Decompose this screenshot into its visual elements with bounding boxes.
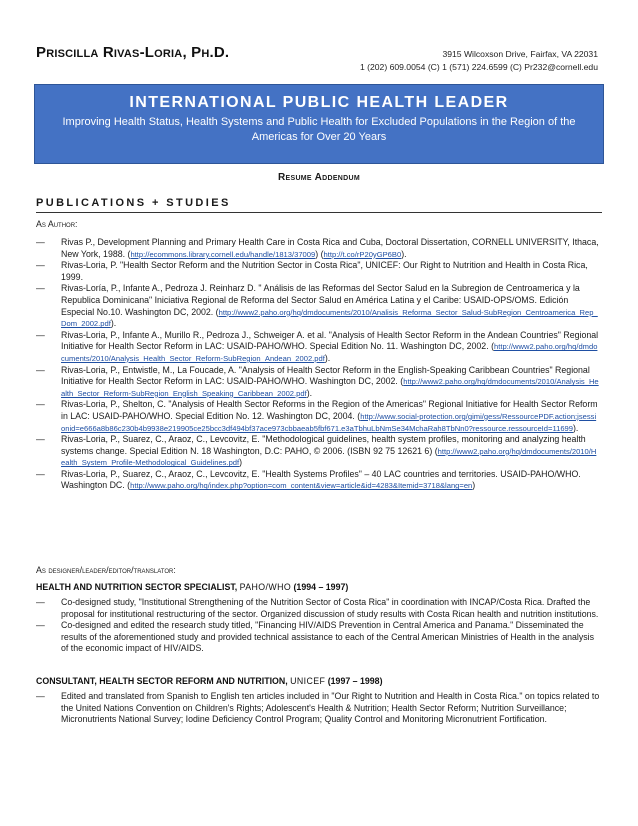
publication-entry: — Rivas-Loria, P. "Health Sector Reform and the Nutrition Sector in Costa Rica", UNICEF: Our Right to Nutrition and Health in Costa Rica, 1999. bbox=[36, 260, 588, 282]
banner-subtitle: Improving Health Status, Health Systems and Public Health for Excluded Populations in the Region of the Americas for Over 20 Years bbox=[62, 116, 576, 143]
contact-phone-email: 1 (202) 609.0054 (C) 1 (571) 224.6599 (C) Pr232@cornell.edu bbox=[359, 62, 598, 72]
as-author-label: As Author: bbox=[36, 219, 78, 229]
publication-link[interactable]: http://www.paho.org/hq/index.php?option=com_content&view=article&id=4283&Itemid=3718&lang=en bbox=[130, 481, 473, 491]
role-heading bbox=[36, 676, 383, 686]
section-title: PUBLICATIONS + STUDIES bbox=[36, 197, 231, 209]
role-task-list bbox=[36, 597, 600, 655]
candidate-name: Priscilla Rivas-Loria, Ph.D. bbox=[36, 44, 230, 61]
publication-entry: — Rivas-Loria, P., Suarez, C., Araoz, C., Levcovitz, E. "Health Systems Profiles" – 40 LAC countries and territories. USAID-PAHO/WHO. Washington DC. (http://www.paho.org/hq/index.php?option=com_content&view=article&id=4283&Itemid=3718&lang=en) bbox=[36, 468, 581, 491]
role-organization: UNICEF bbox=[290, 676, 326, 686]
role-heading bbox=[36, 582, 348, 592]
contact-address: 3915 Wilcoxson Drive, Fairfax, VA 22031 bbox=[442, 49, 598, 59]
headline-banner bbox=[34, 84, 604, 164]
role-title: HEALTH AND NUTRITION SECTOR SPECIALIST, bbox=[36, 582, 240, 592]
publication-link[interactable]: http://www2.paho.org/hq/dmdocuments/2010/Analysis_Health_Sector_Reform-SubRegion_English_Speaking_Caribbean_2002.pdf bbox=[61, 377, 599, 398]
resume-addendum-heading: Resume Addendum bbox=[277, 172, 361, 183]
as-designer-label: As designer/leader/editor/translator: bbox=[36, 565, 176, 575]
role-task-list bbox=[36, 691, 600, 726]
role-years: (1994 – 1997) bbox=[291, 582, 349, 592]
role-task: — Co-designed and edited the research study titled, "Financing HIV/AIDS Prevention in Central America and Panama." Disseminated the results of the aforementioned study and provided technical assistance to each of the Central American Ministries of Health in the analysis of the economic impact of HIV/AIDS. bbox=[36, 620, 594, 654]
role-task: — Edited and translated from Spanish to English ten articles included in "Our Right to Nutrition and Health in Costa Rica." on topics related to the United Nations Convention on Children's Rights; Adolescent's Health & Nutrition; Health Sector Reform; Nutrition Surveillance; Micronutrients National Survey; Iodine Deficiency Control Program; Quality Control and Monitoring Micronutrient Fortification. bbox=[36, 691, 600, 725]
role-organization: PAHO/WHO bbox=[239, 582, 292, 592]
banner-title: INTERNATIONAL PUBLIC HEALTH LEADER bbox=[129, 94, 509, 111]
publication-entry: — Rivas-Loria, P., Suarez, C., Araoz, C., Levcovitz, E. "Methodological guidelines, health system profiles, monitoring and analyzing health systems change. Special Edition N. 18 Washington, D.C: PAHO, © 2006. (ISBN 92 75 12621 6) (http://www2.paho.org/hq/dmdocuments/2010/Health_System_Profile-Methodological_Guidelines.pdf) bbox=[36, 434, 597, 468]
publication-link[interactable]: http://www.social-protection.org/gimi/gess/RessourcePDF.action;jsessionid=e666a8b86c230b4b9938e219905ce25bcc3df494bf37ace973cbbaeab5fbf671.e3aTbhuLbNmSe34MchaRah8TbNn0?ressource.ressourceId=11699 bbox=[61, 411, 597, 433]
publication-entry: — Rivas-Loría, P., Infante A., Pedroza J. Reinharz D. " Análisis de las Reformas del Sector Salud en la Subregion de Centroamerica y la Republica Dominicana" Iniciativa Regional de Reforma del Sector Salud en América Latina y el Caribe: USAID-OPS/OMS. Edición Especial No.10. Washington DC, 2002. (http://www2.paho.org/hq/dmdocuments/2010/Analisis_Reforma_Sector_Salud-SubRegion_Centroamerica_Rep_Dom_2002.pdf). bbox=[36, 283, 598, 329]
publication-link[interactable]: http://www2.paho.org/hq/dmdocuments/2010/Analisis_Reforma_Sector_Salud-SubRegion_Centroamerica_Rep_Dom_2002.pdf bbox=[61, 307, 598, 329]
publication-entry: — Rivas-Loria, P., Shelton, C. "Analysis of Health Sector Reforms in the Region of the Americas" Regional Initiative for Health Sector Reform in LAC: USAID-PAHO/WHO. Special Edition No. 12. Washington DC, 2004. (http://www.social-protection.org/gimi/gess/RessourcePDF.action;jsessionid=e666a8b86c230b4b9938e219905ce25bcc3df494bf37ace973cbbaeab5fbf671.e3aTbhuLbNmSe34MchaRah8TbNn0?ressource.ressourceId=11699). bbox=[36, 399, 598, 433]
publication-short-link[interactable]: http://t.co/rP20yGP6B0 bbox=[323, 249, 402, 259]
publication-entry: — Rivas P., Development Planning and Primary Health Care in Costa Rica and Cuba, Doctoral Dissertation, CORNELL UNIVERSITY, Ithaca, New York, 1988. (http://ecommons.library.cornell.edu/handle/1813/37009) (http://t.co/rP20yGP6B0). bbox=[36, 237, 599, 259]
publication-link[interactable]: http://ecommons.library.cornell.edu/handle/1813/37009 bbox=[130, 249, 316, 259]
role-task: — Co-designed study, "Institutional Strengthening of the Nutrition Sector of Costa Rica" in coordination with INCAP/Costa Rica. Drafted the proposal for institutional restructuring of the sector. Organized discussion of study results with Costa Rican health and nutrition institutions. bbox=[36, 597, 599, 619]
publication-entry: — Rivas-Loria, P., Entwistle, M., La Foucade, A. "Analysis of Health Sector Reform in the English-Speaking Caribbean Countries" Regional Initiative for Health Sector Reform in LAC: USAID-PAHO/WHO. Washington DC, 2002. (http://www2.paho.org/hq/dmdocuments/2010/Analysis_Health_Sector_Reform-SubRegion_English_Speaking_Caribbean_2002.pdf). bbox=[36, 364, 599, 398]
publication-link[interactable]: http://www2.paho.org/hq/dmdocuments/2010/Health_System_Profile-Methodological_Guidelines.pdf bbox=[61, 446, 597, 468]
publication-entry: — Rivas-Loria, P., Infante A., Murillo R., Pedroza J., Schweiger A. et al. "Analysis of Health Sector Reform in the Andean Countries" Regional Initiative for Health Sector Reform in LAC: USAID-PAHO/WHO. Special Edition No. 11. Washington DC, 2002. (http://www2.paho.org/hq/dmdocuments/2010/Analysis_Health_Sector_Reform-SubRegion_Andean_2002.pdf). bbox=[36, 329, 599, 363]
role-title: CONSULTANT, HEALTH SECTOR REFORM AND NUTRITION, bbox=[36, 676, 291, 686]
section-divider bbox=[36, 212, 602, 213]
role-years: (1997 – 1998) bbox=[325, 676, 383, 686]
publication-link[interactable]: http://www2.paho.org/hq/dmdocuments/2010/Analysis_Health_Sector_Reform-SubRegion_Andean_2002.pdf bbox=[61, 342, 598, 363]
author-publication-list bbox=[36, 237, 600, 492]
